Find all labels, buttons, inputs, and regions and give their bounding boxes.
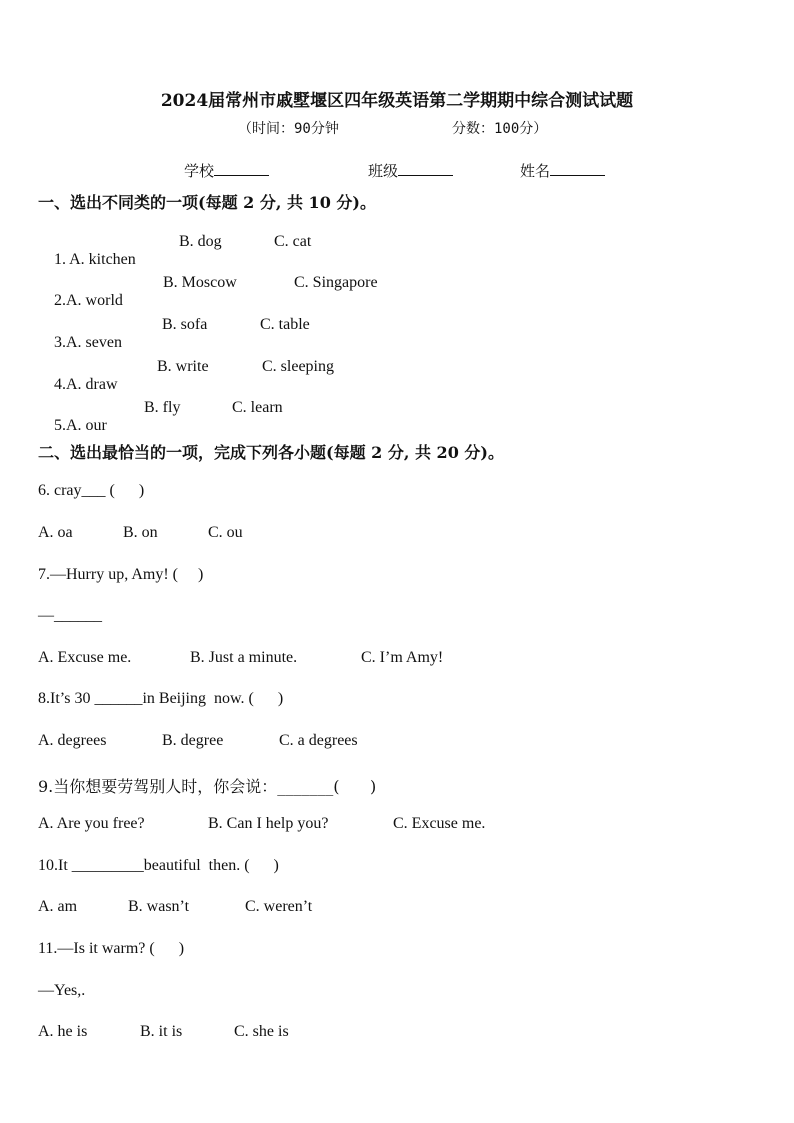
option-b: B. wasn’t (128, 898, 190, 915)
question-6-stem: 6. cray___ ( ) (38, 482, 145, 499)
exam-title: 2024届常州市戚墅堰区四年级英语第二学期期中综合测试试题 (160, 91, 634, 111)
question-8-stem: 8.It’s 30 ______in Beijing now. ( ) (38, 690, 284, 707)
exam-score: 分数：100分） (452, 121, 548, 137)
option-a: A. he is (38, 1023, 88, 1040)
school-blank[interactable] (214, 161, 269, 176)
option-a: A. oa (38, 524, 73, 541)
school-label: 学校 (184, 162, 215, 180)
option-a: A. degrees (38, 732, 107, 749)
section1-title: 一、选出不同类的一项(每题 2 分, 共 10 分)。 (38, 193, 376, 212)
name-blank[interactable] (550, 161, 605, 176)
option-a: A. draw (66, 376, 118, 393)
class-label: 班级 (368, 162, 399, 180)
option-b: B. sofa (162, 316, 208, 333)
option-c: C. weren’t (245, 898, 313, 915)
question-7-stem: 7.—Hurry up, Amy! ( ) (38, 566, 204, 583)
class-field (368, 160, 453, 181)
option-b: B. write (157, 358, 209, 375)
option-c: C. I’m Amy! (361, 649, 444, 666)
question-number: 5. (54, 417, 66, 434)
section2-title: 二、选出最恰当的一项，完成下列各小题(每题 2 分, 共 20 分)。 (38, 443, 504, 462)
option-c: C. sleeping (262, 358, 334, 375)
question-7-reply: —______ (38, 607, 102, 624)
question-number: 4. (54, 376, 66, 393)
question-number: 1. (54, 251, 70, 268)
name-label: 姓名 (520, 162, 551, 180)
option-a: A. our (66, 417, 107, 434)
option-a: A. am (38, 898, 78, 915)
option-a: A. seven (66, 334, 122, 351)
name-field (520, 160, 605, 181)
school-field (184, 160, 269, 181)
option-a: A. kitchen (69, 251, 136, 268)
option-b: B. fly (144, 399, 181, 416)
option-b: B. on (123, 524, 158, 541)
option-c: C. Singapore (294, 274, 378, 291)
option-b: B. Can I help you? (208, 815, 329, 832)
question-number: 3. (54, 334, 66, 351)
question-9-stem: 9.当你想要劳驾别人时，你会说：_______( ) (38, 777, 377, 796)
option-c: C. table (260, 316, 310, 333)
option-a: A. Excuse me. (38, 649, 132, 666)
option-b: B. it is (140, 1023, 183, 1040)
question-10-stem: 10.It _________beautiful then. ( ) (38, 857, 279, 874)
option-b: B. dog (179, 233, 222, 250)
option-c: C. ou (208, 524, 243, 541)
question-11-stem: 11.—Is it warm? ( ) (38, 940, 185, 957)
option-c: C. Excuse me. (393, 815, 486, 832)
option-c: C. a degrees (279, 732, 358, 749)
exam-time: （时间：90分钟 (238, 121, 339, 137)
question-11-reply: —Yes,. (38, 982, 86, 999)
option-a: A. Are you free? (38, 815, 145, 832)
class-blank[interactable] (398, 161, 453, 176)
option-a: A. world (66, 292, 123, 309)
question-number: 2. (54, 292, 66, 309)
option-b: B. Moscow (163, 274, 237, 291)
option-c: C. learn (232, 399, 283, 416)
option-b: B. Just a minute. (190, 649, 298, 666)
option-b: B. degree (162, 732, 224, 749)
option-c: C. she is (234, 1023, 289, 1040)
option-c: C. cat (274, 233, 312, 250)
